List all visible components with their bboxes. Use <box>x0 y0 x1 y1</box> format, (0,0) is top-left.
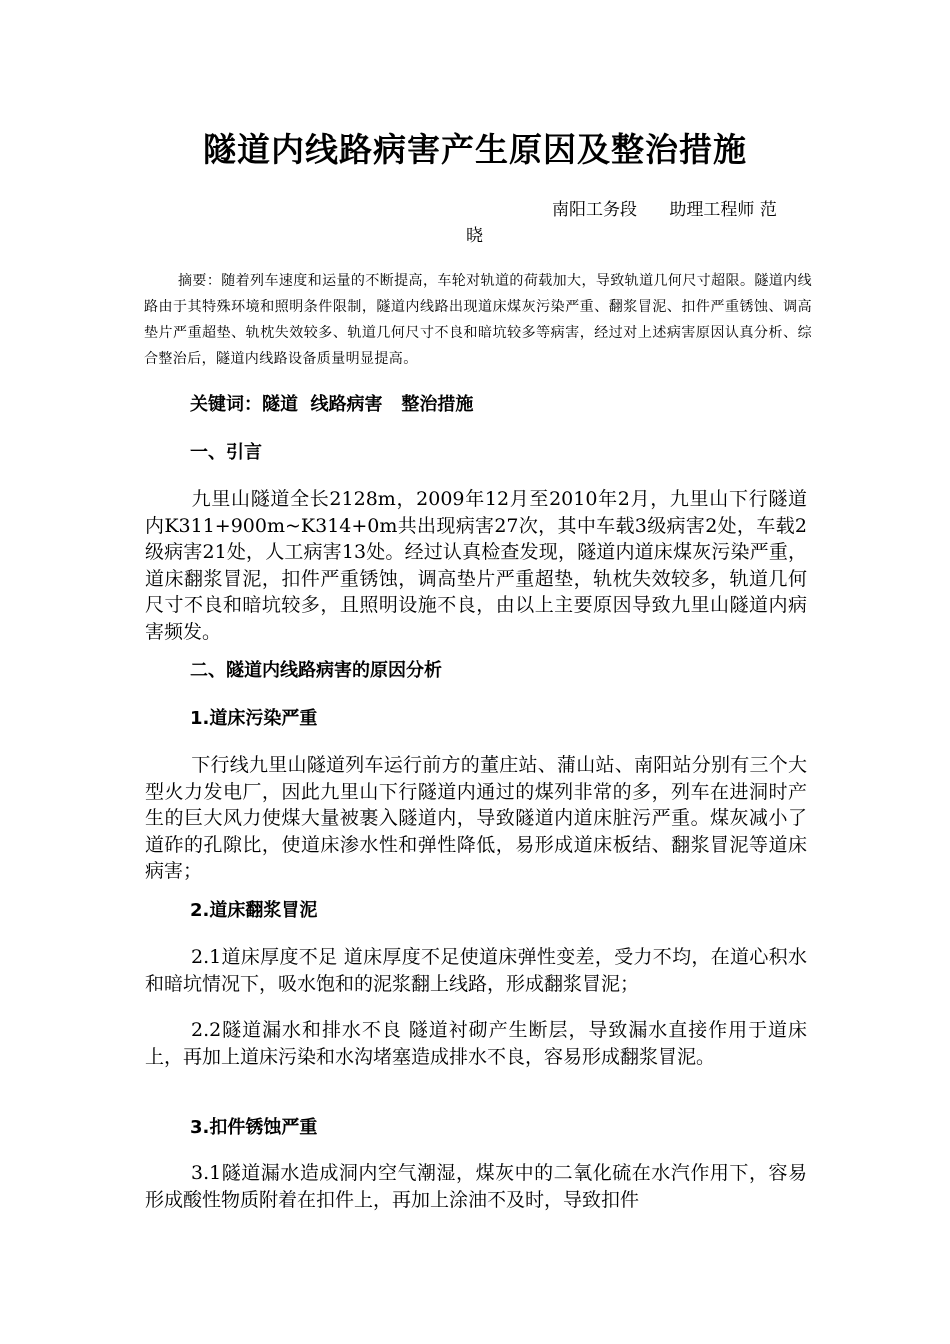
subsection-heading-ballast-pollution: 1.道床污染严重 <box>190 708 318 729</box>
section-heading-cause-analysis: 二、隧道内线路病害的原因分析 <box>190 660 442 681</box>
subsection-heading-fastener-corrosion: 3.扣件锈蚀严重 <box>190 1117 318 1138</box>
fastener-corrosion-text: 3.1隧道漏水造成洞内空气潮湿，煤灰中的二氧化硫在水汽作用下，容易形成酸性物质附着在扣件上，再加上涂油不及时，导致扣件 <box>145 1162 807 1211</box>
mud-pumping-text-2: 2.2隧道漏水和排水不良 隧道衬砌产生断层，导致漏水直接作用于道床上，再加上道床污染和水沟堵塞造成排水不良，容易形成翻浆冒泥。 <box>145 1019 807 1068</box>
mud-pumping-text-1: 2.1道床厚度不足 道床厚度不足使道床弹性变差，受力不均，在道心积水和暗坑情况下，吸水饱和的泥浆翻上线路，形成翻浆冒泥； <box>145 946 807 995</box>
introduction-text: 九里山隧道全长2128m，2009年12月至2010年2月，九里山下行隧道内K311+900m~K314+0m共出现病害27次，其中车载3级病害2处，车载2级病害21处，人工病害13处。经过认真检查发现，隧道内道床煤灰污染严重，道床翻浆冒泥，扣件严重锈蚀，调高垫片严重超垫，轨枕失效较多，轨道几何尺寸不良和暗坑较多，且照明设施不良，由以上主要原因导致九里山隧道内病害频发。 <box>145 488 807 643</box>
subsection-heading-mud-pumping: 2.道床翻浆冒泥 <box>190 900 318 921</box>
fastener-corrosion-paragraph <box>145 1160 807 1213</box>
document-title: 隧道内线路病害产生原因及整治措施 <box>203 130 747 169</box>
author-line: 南阳工务段 助理工程师 范 <box>552 200 777 220</box>
introduction-paragraph <box>145 486 807 645</box>
mud-pumping-paragraph-2 <box>145 1017 807 1070</box>
keywords-line: 关键词：隧道 线路病害 整治措施 <box>190 394 474 415</box>
ballast-pollution-paragraph <box>145 752 807 885</box>
abstract-text: 摘要：随着列车速度和运量的不断提高，车轮对轨道的荷载加大，导致轨道几何尺寸超限。隧道内线路由于其特殊环境和照明条件限制，隧道内线路出现道床煤灰污染严重、翻浆冒泥、扣件严重锈蚀、调高垫片严重超垫、轨枕失效较多、轨道几何尺寸不良和暗坑较多等病害，经过对上述病害原因认真分析、综合整治后，隧道内线路设备质量明显提高。 <box>144 273 812 367</box>
section-heading-introduction: 一、引言 <box>190 442 262 463</box>
abstract-paragraph <box>144 268 812 372</box>
mud-pumping-paragraph-1 <box>145 944 807 997</box>
author-line-tail: 晓 <box>466 226 483 246</box>
ballast-pollution-text: 下行线九里山隧道列车运行前方的董庄站、蒲山站、南阳站分别有三个大型火力发电厂，因此九里山下行隧道内通过的煤列非常的多，列车在进洞时产生的巨大风力使煤大量被裹入隧道内，导致隧道内道床脏污严重。煤灰减小了道砟的孔隙比，使道床渗水性和弹性降低，易形成道床板结、翻浆冒泥等道床病害； <box>145 754 807 882</box>
